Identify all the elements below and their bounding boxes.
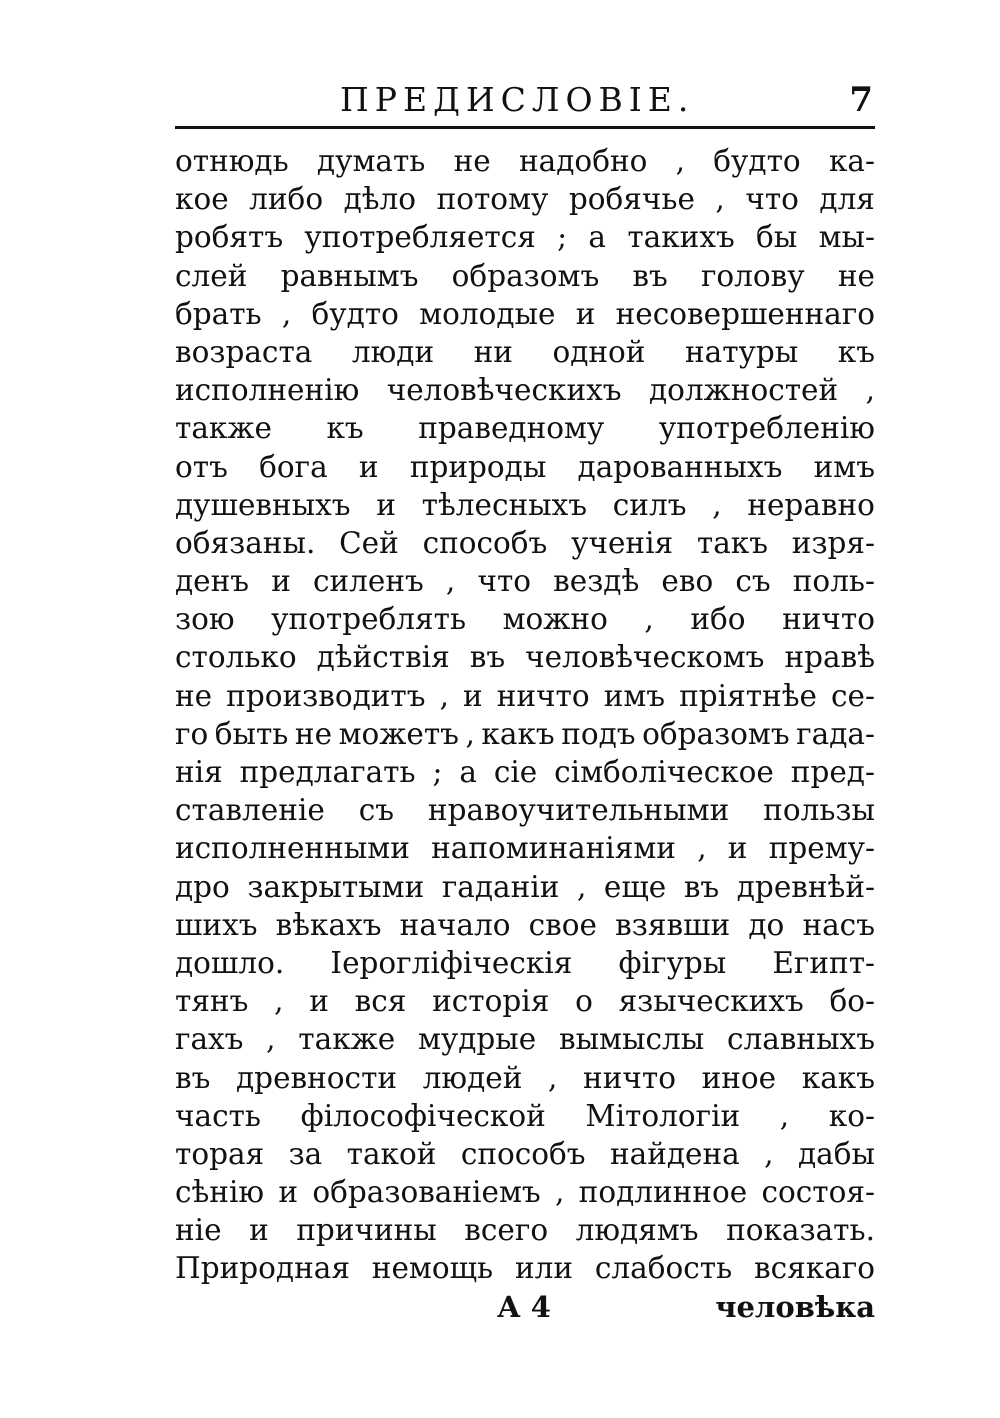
word: бы	[756, 220, 798, 255]
word: отъ	[175, 449, 228, 484]
word: показать.	[726, 1213, 875, 1248]
word: прему-	[768, 831, 875, 866]
text-line	[175, 295, 875, 333]
word: ,	[266, 1022, 276, 1057]
word: человѣческихъ	[386, 373, 622, 408]
word: человѣческомъ	[525, 640, 765, 675]
word: поль-	[792, 564, 875, 599]
word: вымыслы	[558, 1022, 705, 1057]
word: древнѣй-	[736, 869, 875, 904]
word: и	[271, 564, 291, 599]
word: ко-	[828, 1098, 875, 1133]
word: ,	[675, 144, 686, 178]
word: употребленiю	[658, 411, 875, 446]
running-title: ПРЕДИСЛОВIЕ.	[340, 80, 695, 119]
word: также	[175, 411, 272, 446]
word: ничто	[583, 1060, 676, 1095]
text-line	[175, 524, 875, 562]
word: Египт-	[772, 945, 875, 980]
word: и	[376, 487, 396, 522]
word: гахъ	[175, 1022, 244, 1057]
word: образомъ	[642, 716, 790, 751]
word: въ	[469, 640, 506, 675]
word: и	[249, 1213, 269, 1248]
word: быть	[214, 716, 289, 751]
text-line	[175, 791, 875, 829]
word: иное	[701, 1060, 777, 1095]
text-line	[175, 486, 875, 524]
word: до	[748, 907, 785, 942]
word: вѣкахъ	[275, 907, 382, 942]
word: ,	[712, 487, 722, 522]
text-line	[175, 409, 875, 447]
word: ,	[697, 831, 707, 866]
word: го	[175, 716, 209, 751]
text-line	[175, 600, 875, 638]
page-footer	[175, 1287, 875, 1327]
word: исторiя	[432, 984, 550, 1019]
word: должностей	[648, 373, 839, 408]
word: несовершеннаго	[615, 296, 875, 331]
word: не	[175, 678, 213, 713]
text-line	[175, 906, 875, 944]
word: прiятнѣе	[679, 678, 817, 713]
word: подлинное	[578, 1175, 748, 1210]
word: пред-	[790, 755, 875, 789]
word: предлагать	[239, 755, 416, 789]
word: начало	[399, 907, 511, 942]
text-line	[175, 1020, 875, 1058]
word: торая	[175, 1136, 265, 1171]
word: такъ	[696, 525, 769, 560]
word: ,	[548, 1060, 558, 1095]
word: ,	[715, 182, 725, 217]
word: образованiемъ	[312, 1175, 541, 1210]
word: и	[358, 449, 379, 484]
word: исполненiю	[175, 373, 360, 408]
word: душевныхъ	[175, 487, 351, 522]
word: се-	[831, 678, 875, 713]
signature-mark: А 4	[497, 1290, 551, 1324]
text-line	[175, 715, 875, 753]
word: и	[309, 984, 329, 1019]
word: подъ	[561, 716, 636, 751]
word: одной	[552, 334, 646, 369]
word: а	[588, 220, 607, 255]
word: ставленiе	[175, 793, 325, 828]
word: Iероглiфiческiя	[330, 945, 573, 980]
word: ,	[576, 869, 587, 904]
word: дро	[175, 869, 230, 904]
word: потому	[436, 182, 549, 217]
word: образомъ	[451, 258, 600, 293]
word: сiмболiческое	[554, 755, 774, 789]
word: гаданiи	[441, 869, 560, 904]
word: не	[453, 144, 491, 178]
word: неравно	[747, 487, 875, 522]
word: къ	[837, 334, 875, 369]
word: натуры	[684, 334, 799, 369]
word: бога	[259, 449, 328, 484]
word: тянъ	[175, 984, 249, 1019]
word: мудрые	[417, 1022, 537, 1057]
page-number: 7	[849, 80, 873, 120]
word: природы	[409, 449, 547, 484]
word: всякаго	[754, 1251, 875, 1286]
word: ,	[764, 1136, 774, 1171]
word: исполненными	[175, 831, 410, 866]
word: можетъ	[338, 716, 459, 751]
word: либо	[249, 182, 324, 217]
word: людямъ	[575, 1213, 699, 1248]
word: робячье	[568, 182, 695, 217]
word: еще	[603, 869, 667, 904]
text-line	[175, 180, 875, 218]
word: дабы	[797, 1136, 875, 1171]
word: ,	[779, 1098, 790, 1133]
word: бо-	[829, 984, 875, 1019]
word: въ	[175, 1060, 211, 1095]
word: зою	[175, 602, 235, 637]
word: о	[575, 984, 593, 1019]
word: языческихъ	[618, 984, 804, 1019]
text-line	[175, 677, 875, 715]
word: брать	[175, 296, 262, 331]
word: нравоучительными	[427, 793, 730, 828]
text-line	[175, 371, 875, 409]
text-line	[175, 218, 875, 256]
word: и	[727, 831, 748, 866]
word: можно	[502, 602, 608, 637]
word: молодые	[419, 296, 556, 331]
word: вся	[354, 984, 407, 1019]
word: взявши	[615, 907, 731, 942]
text-line	[175, 829, 875, 867]
word: съ	[735, 564, 771, 599]
text-line	[175, 1173, 875, 1211]
word: ученiя	[571, 525, 674, 560]
word: причины	[296, 1213, 437, 1248]
word: ,	[281, 296, 292, 331]
text-line	[175, 1249, 875, 1287]
word: денъ	[175, 564, 250, 599]
word: Сей	[339, 525, 399, 560]
word: закрытыми	[247, 869, 425, 904]
word: что	[477, 564, 532, 599]
word: думать	[316, 144, 426, 178]
word: равнымъ	[280, 258, 419, 293]
text-line	[175, 142, 875, 180]
word: ;	[557, 220, 568, 255]
word: а	[459, 755, 477, 789]
word: кое	[175, 182, 229, 217]
word: немощь	[371, 1251, 494, 1286]
word: найдена	[609, 1136, 740, 1171]
text-line	[175, 868, 875, 906]
word: употребляется	[304, 220, 536, 255]
word: не	[294, 716, 333, 751]
word: насъ	[802, 907, 875, 942]
word: Мiтологiи	[585, 1098, 741, 1133]
word: шихъ	[175, 907, 258, 942]
word: возраста	[175, 334, 313, 369]
word: ибо	[690, 602, 746, 637]
word: свое	[528, 907, 598, 942]
word: ничто	[782, 602, 875, 637]
word: ,	[445, 564, 456, 599]
header-rule	[175, 126, 875, 129]
catchword: человѣка	[715, 1290, 875, 1324]
word: изря-	[791, 525, 875, 560]
word: что	[745, 182, 799, 217]
text-line	[175, 1211, 875, 1249]
word: такой	[346, 1136, 437, 1171]
word: ка-	[828, 144, 875, 178]
word: не	[837, 258, 875, 293]
text-line	[175, 333, 875, 371]
word: слей	[175, 258, 248, 293]
word: или	[514, 1251, 574, 1286]
body-text	[175, 142, 875, 1288]
word: столько	[175, 640, 297, 675]
text-line	[175, 1059, 875, 1097]
word: обязаны.	[175, 525, 316, 560]
word: отнюдь	[175, 144, 289, 178]
word: будто	[713, 144, 801, 178]
word: слабость	[594, 1251, 733, 1286]
word: часть	[175, 1098, 261, 1133]
word: какъ	[801, 1060, 875, 1095]
word: сѣнiю	[175, 1175, 265, 1210]
text-line	[175, 638, 875, 676]
word: гада-	[796, 716, 875, 751]
word: древности	[236, 1060, 398, 1095]
word: дошло.	[175, 945, 285, 980]
word: дѣло	[343, 182, 417, 217]
word: фiлософiческой	[300, 1098, 546, 1133]
word: ,	[554, 1175, 565, 1210]
text-line	[175, 982, 875, 1020]
word: голову	[700, 258, 805, 293]
word: робятъ	[175, 220, 284, 255]
word: также	[298, 1022, 396, 1057]
word: силъ	[612, 487, 687, 522]
word: ,	[439, 678, 449, 713]
word: способъ	[422, 525, 548, 560]
word: ево	[661, 564, 714, 599]
word: нравѣ	[784, 640, 875, 675]
word: тѣлесныхъ	[421, 487, 588, 522]
word: люди	[351, 334, 435, 369]
word: праведному	[418, 411, 605, 446]
word: людей	[422, 1060, 523, 1095]
text-line	[175, 944, 875, 982]
word: такихъ	[627, 220, 735, 255]
text-line	[175, 448, 875, 486]
word: ,	[274, 984, 284, 1019]
word: имъ	[813, 449, 875, 484]
word: ,	[865, 373, 875, 408]
word: имъ	[603, 678, 666, 713]
word: какъ	[481, 716, 555, 751]
word: и	[278, 1175, 299, 1210]
text-line	[175, 1097, 875, 1135]
word: состоя-	[761, 1175, 875, 1210]
word: за	[288, 1136, 323, 1171]
word: дѣйствiя	[316, 640, 450, 675]
word: для	[819, 182, 875, 217]
word: ничто	[496, 678, 590, 713]
word: славныхъ	[726, 1022, 875, 1057]
word: фiгуры	[618, 945, 727, 980]
word: употреблять	[271, 602, 467, 637]
word: нiя	[175, 755, 223, 789]
text-line	[175, 753, 875, 791]
word: пользы	[763, 793, 875, 828]
page-header	[175, 80, 875, 120]
word: силенъ	[312, 564, 424, 599]
word: надобно	[519, 144, 648, 178]
word: ,	[465, 716, 475, 751]
word: всего	[464, 1213, 549, 1248]
word: и	[575, 296, 596, 331]
word: и	[463, 678, 483, 713]
text-line	[175, 562, 875, 600]
word: въ	[632, 258, 668, 293]
word: ,	[644, 602, 654, 637]
word: къ	[326, 411, 364, 446]
word: нiе	[175, 1213, 222, 1248]
text-line	[175, 1135, 875, 1173]
word: вездѣ	[553, 564, 640, 599]
word: напоминанiями	[431, 831, 676, 866]
word: ;	[432, 755, 443, 789]
word: будто	[311, 296, 399, 331]
text-line	[175, 257, 875, 295]
word: Природная	[175, 1251, 350, 1286]
word: дарованныхъ	[577, 449, 783, 484]
word: способъ	[460, 1136, 586, 1171]
word: мы-	[818, 220, 875, 255]
word: сiе	[493, 755, 538, 789]
word: ни	[473, 334, 513, 369]
word: производитъ	[226, 678, 426, 713]
word: съ	[358, 793, 394, 828]
word: въ	[683, 869, 720, 904]
